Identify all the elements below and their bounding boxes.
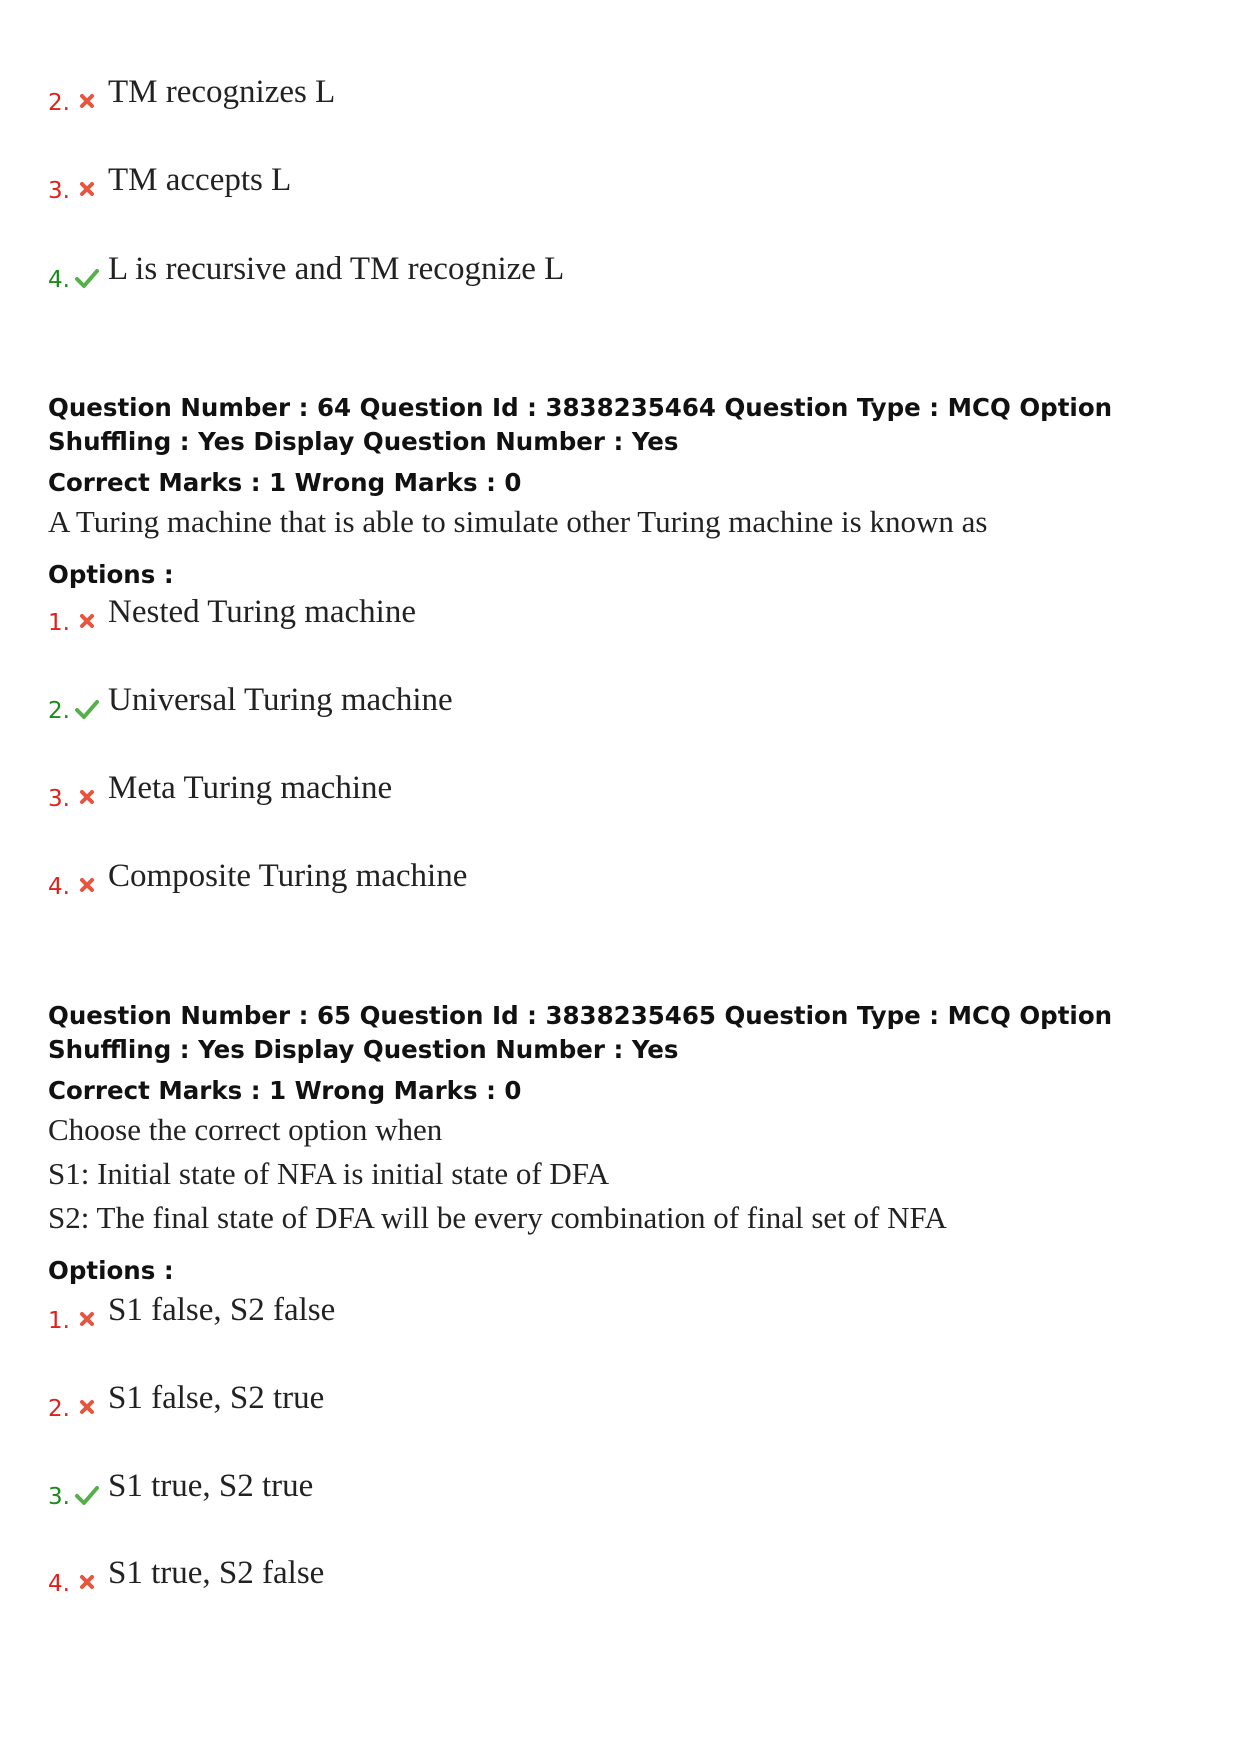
question-64-options-label: Options : [48, 560, 174, 589]
option-number: 2. [48, 698, 70, 724]
option-number: 3. [48, 786, 70, 812]
option-text: S1 true, S2 true [108, 1468, 314, 1504]
prev-option-2 [48, 72, 335, 132]
q64-option-4 [48, 856, 467, 916]
option-text: S1 false, S2 false [108, 1292, 336, 1328]
option-number: 3. [48, 178, 70, 204]
cross-icon [74, 176, 100, 202]
option-text: TM recognizes L [108, 74, 336, 110]
option-number: 2. [48, 90, 70, 116]
check-icon [74, 265, 100, 291]
q64-option-1 [48, 592, 416, 652]
stem-line: S2: The final state of DFA will be every combination of final set of NFA [48, 1200, 947, 1235]
option-text: TM accepts L [108, 162, 292, 198]
cross-icon [74, 1569, 100, 1595]
question-64-stem [48, 500, 1208, 544]
q65-option-2 [48, 1378, 324, 1438]
question-64-header: Question Number : 64 Question Id : 3838235464 Question Type : MCQ Option Shuffling : Yes Display Question Number : Yes [48, 393, 1113, 456]
question-65-marks: Correct Marks : 1 Wrong Marks : 0 [48, 1076, 522, 1105]
q64-option-3 [48, 768, 392, 828]
option-number: 4. [48, 1571, 70, 1597]
option-number: 4. [48, 874, 70, 900]
q65-option-4 [48, 1553, 324, 1613]
q65-option-1 [48, 1290, 335, 1350]
cross-icon [74, 872, 100, 898]
question-65-stem [48, 1108, 1208, 1240]
question-65-options-label: Options : [48, 1256, 174, 1285]
check-icon [74, 1482, 100, 1508]
option-number: 4. [48, 267, 70, 293]
option-text: Nested Turing machine [108, 594, 416, 630]
option-text: Composite Turing machine [108, 858, 468, 894]
cross-icon [74, 88, 100, 114]
option-text: L is recursive and TM recognize L [108, 251, 565, 287]
cross-icon [74, 608, 100, 634]
q64-option-2 [48, 680, 453, 740]
cross-icon [74, 784, 100, 810]
cross-icon [74, 1394, 100, 1420]
option-number: 2. [48, 1396, 70, 1422]
question-65-header: Question Number : 65 Question Id : 3838235465 Question Type : MCQ Option Shuffling : Yes Display Question Number : Yes [48, 1001, 1113, 1064]
question-64-marks: Correct Marks : 1 Wrong Marks : 0 [48, 468, 522, 497]
prev-option-4 [48, 249, 564, 309]
option-number: 1. [48, 1308, 70, 1334]
q65-option-3 [48, 1466, 313, 1526]
option-text: S1 false, S2 true [108, 1380, 325, 1416]
option-number: 1. [48, 610, 70, 636]
stem-line: A Turing machine that is able to simulate other Turing machine is known as [48, 504, 988, 539]
cross-icon [74, 1306, 100, 1332]
stem-line: S1: Initial state of NFA is initial state of DFA [48, 1156, 610, 1191]
option-number: 3. [48, 1484, 70, 1510]
stem-line: Choose the correct option when [48, 1112, 443, 1147]
prev-option-3 [48, 160, 291, 220]
option-text: Universal Turing machine [108, 682, 453, 718]
check-icon [74, 696, 100, 722]
option-text: S1 true, S2 false [108, 1555, 325, 1591]
option-text: Meta Turing machine [108, 770, 393, 806]
